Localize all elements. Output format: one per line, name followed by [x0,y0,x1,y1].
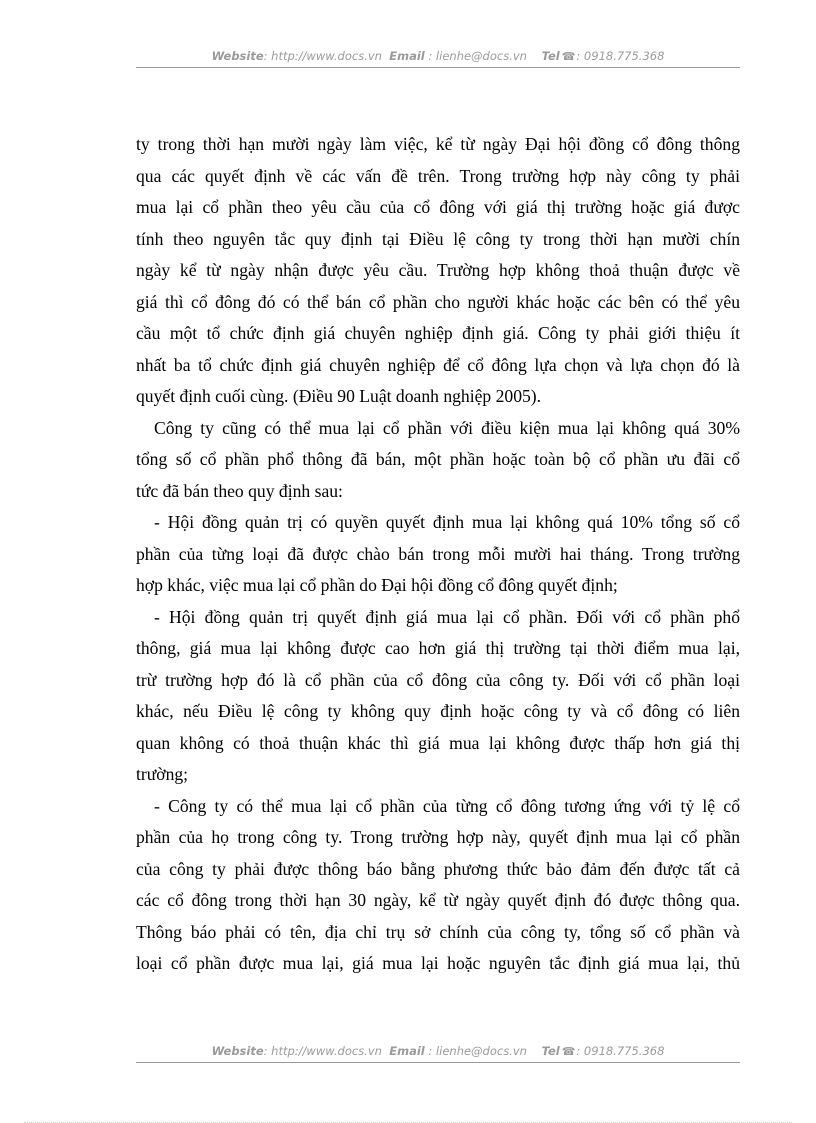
body-line: ngày kể từ ngày nhận được yêu cầu. Trường hợp không thoả thuận được về [136,260,740,280]
body-line: ty trong thời hạn mười ngày làm việc, kể từ ngày Đại hội đồng cổ đông thông [136,134,740,154]
body-line: qua các quyết định về các vấn đề trên. Trong trường hợp này công ty phải [136,165,740,186]
body-line: nhất ba tổ chức định giá chuyên nghiệp để cổ đông lựa chọn và lựa chọn đó là [136,354,740,375]
footer-website-value: : http://www.docs.vn [263,1044,382,1058]
body-line: hợp khác, việc mua lại cổ phần do Đại hội đồng cổ đông quyết định; [136,575,618,595]
body-line: khác, nếu Điều lệ công ty không quy định hoặc công ty và cổ đông có liên [136,701,740,721]
footer-email-value: : lienhe@docs.vn [428,1044,527,1058]
body-line: các cổ đông trong thời hạn 30 ngày, kể từ ngày quyết định đó được thông qua. [136,890,740,910]
body-line: - Hội đồng quản trị quyết định giá mua lại cổ phần. Đối với cổ phần phổ [154,606,740,627]
body-line: phần của từng loại đã được chào bán trong mỗi mười hai tháng. Trong trường [136,543,740,564]
header-tel-value: : 0918.775.368 [576,49,665,63]
header-tel-label: Tel [541,49,560,63]
header-email-value: : lienhe@docs.vn [428,49,527,63]
body-line: cầu một tổ chức định giá chuyên nghiệp định giá. Công ty phải giới thiệu ít [136,323,740,343]
body-line: phần của họ trong công ty. Trong trường hợp này, quyết định mua lại cổ phần [136,827,740,847]
header-email-label: Email [389,49,425,63]
page-footer [136,1043,740,1063]
body-line: mua lại cổ phần theo yêu cầu của cổ đông với giá thị trường hoặc giá được [136,197,740,217]
page-header [136,48,740,68]
body-line: Thông báo phải có tên, địa chỉ trụ sở chính của công ty, tổng số cổ phần và [136,921,740,942]
footer-email-label: Email [389,1044,425,1058]
body-line: - Công ty có thể mua lại cổ phần của từng cổ đông tương ứng với tỷ lệ cổ [154,795,740,816]
body-line: trừ trường hợp đó là cổ phần của cổ đông của công ty. Đối với cổ phần loại [136,669,740,690]
body-line: tính theo nguyên tắc quy định tại Điều lệ công ty trong thời hạn mười chín [136,228,740,249]
body-line: tức đã bán theo quy định sau: [136,480,343,501]
body-line: thông, giá mua lại không được cao hơn giá thị trường tại thời điểm mua lại, [136,638,740,658]
body-line: giá thì cổ đông đó có thể bán cổ phần cho người khác hoặc các bên có thể yêu [136,291,740,312]
header-website-value: : http://www.docs.vn [263,49,382,63]
body-line: quan không có thoả thuận khác thì giá mua lại không được thấp hơn giá thị [136,732,740,753]
body-line: - Hội đồng quản trị có quyền quyết định mua lại không quá 10% tổng số cổ [154,512,740,532]
body-line: loại cổ phần được mua lại, giá mua lại hoặc nguyên tắc định giá mua lại, thủ [136,953,740,973]
body-line: trường; [136,764,189,784]
body-line: Công ty cũng có thể mua lại cổ phần với điều kiện mua lại không quá 30% [154,417,740,438]
document-body [136,129,740,980]
footer-tel-label: Tel [541,1044,560,1058]
body-line: tổng số cổ phần phổ thông đã bán, một phần hoặc toàn bộ cổ phần ưu đãi cổ [136,449,740,469]
footer-tel-value: : 0918.775.368 [576,1044,665,1058]
footer-website-label: Website [211,1044,264,1058]
phone-icon: ☎ [561,50,576,63]
body-line: của công ty phải được thông báo bằng phương thức bảo đảm đến được tất cả [136,858,740,879]
phone-icon: ☎ [561,1045,576,1058]
body-line: quyết định cuối cùng. (Điều 90 Luật doanh nghiệp 2005). [136,386,542,406]
header-website-label: Website [211,49,264,63]
